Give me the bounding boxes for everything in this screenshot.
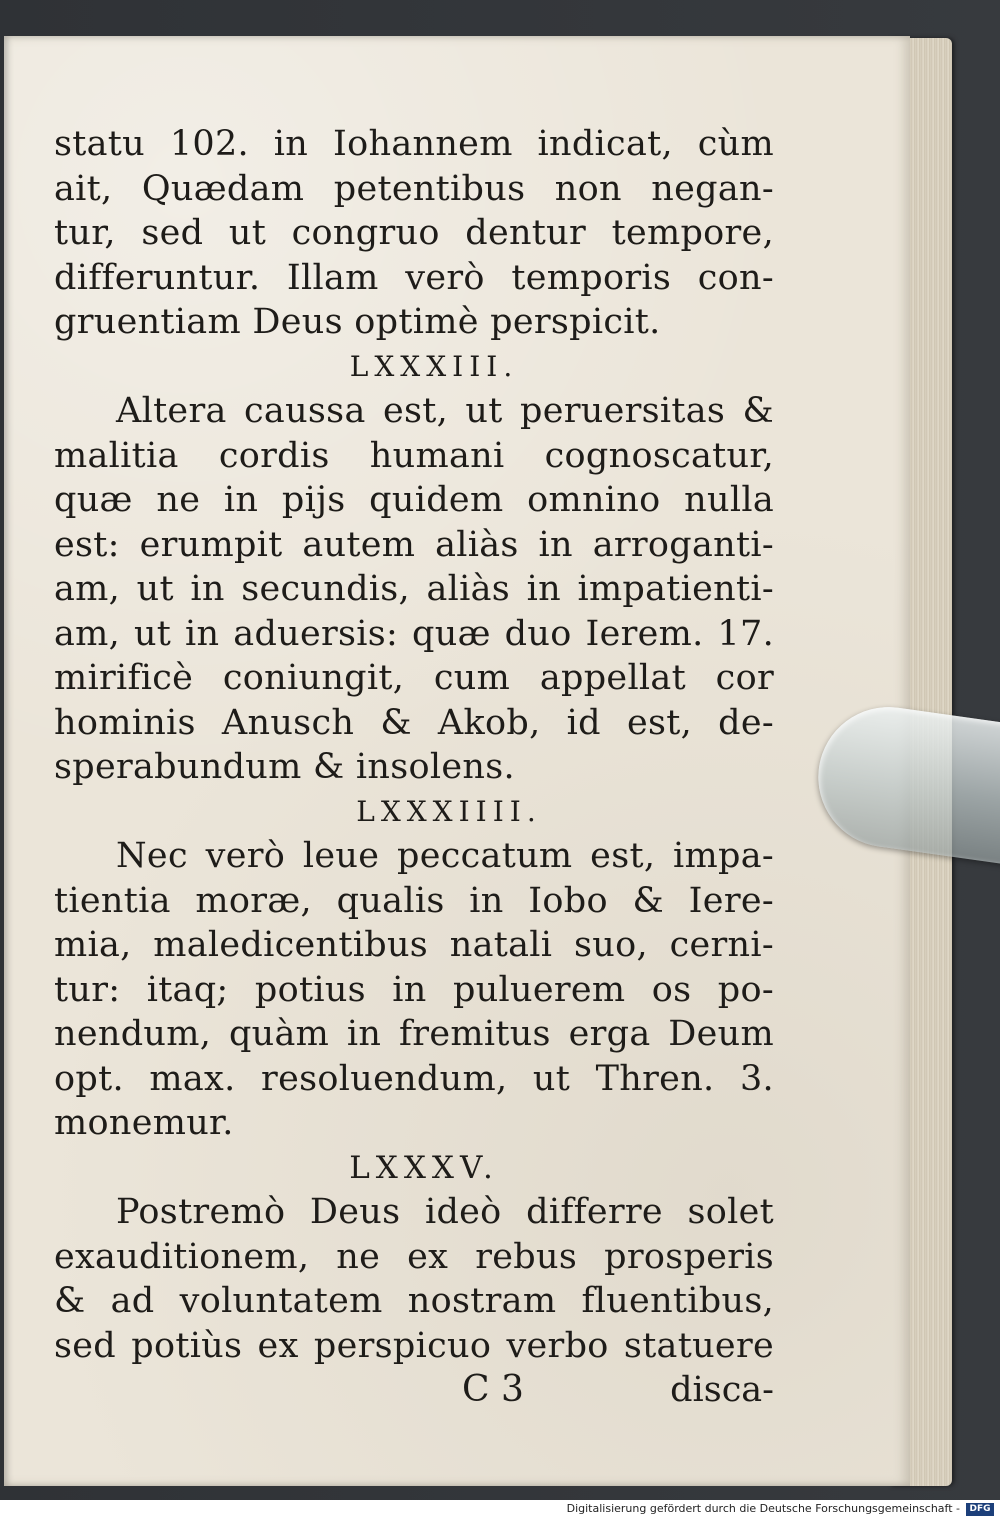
dfg-logo: DFG xyxy=(966,1503,994,1516)
text-line: mia, maledicentibus natali suo, cerni- xyxy=(54,925,774,965)
text-line: monemur. xyxy=(54,1103,234,1143)
text-line: differuntur. Illam verò temporis con- xyxy=(54,257,774,298)
text-line: quæ ne in pijs quidem omnino nulla xyxy=(54,480,774,520)
text-line: mirificè coniungit, cum appellat cor xyxy=(54,658,774,698)
text-line: am, ut in aduersis: quæ duo Ierem. 17. xyxy=(54,613,774,654)
text-line: nendum, quàm in fremitus erga Deum xyxy=(54,1014,774,1054)
text-line: opt. max. resoluendum, ut Thren. 3. xyxy=(54,1058,774,1099)
text-line: ait, Quædam petentibus non negan- xyxy=(54,168,774,209)
text-line: Nec verò leue peccatum est, impa- xyxy=(116,836,774,876)
credit-bar xyxy=(0,1500,1000,1519)
book-page xyxy=(4,36,910,1486)
text-line: gruentiam Deus optimè perspicit. xyxy=(54,302,661,342)
text-line: tur: itaq; potius in puluerem os po- xyxy=(54,969,774,1010)
text-line: & ad voluntatem nostram fluentibus, xyxy=(54,1281,774,1321)
text-line: sed potiùs ex perspicuo verbo statuere xyxy=(54,1325,774,1366)
text-line: Postremò Deus ideò differre solet xyxy=(116,1192,774,1232)
text-line: statu 102. in Iohannem indicat, cùm xyxy=(54,124,774,164)
section-heading: LXXXIII. xyxy=(349,349,519,383)
text-line: hominis Anusch & Akob, id est, de- xyxy=(54,702,774,743)
section-heading: LXXXIIII. xyxy=(356,794,542,828)
section-heading: LXXXV. xyxy=(349,1149,499,1186)
text-line: exauditionem, ne ex rebus prosperis xyxy=(54,1236,774,1277)
text-line: am, ut in secundis, aliàs in impatienti- xyxy=(54,569,774,609)
page-text xyxy=(54,122,774,1413)
catchword: disca- xyxy=(670,1370,774,1410)
signature-mark: C 3 xyxy=(462,1369,524,1410)
text-line: Altera caussa est, ut peruersitas & xyxy=(116,391,774,431)
text-line: tientia moræ, qualis in Iobo & Iere- xyxy=(54,880,774,921)
text-line: est: erumpit autem aliàs in arroganti- xyxy=(54,524,774,565)
text-line: sperabundum & insolens. xyxy=(54,747,515,787)
page-footer xyxy=(54,1368,774,1413)
text-line: malitia cordis humani cognoscatur, xyxy=(54,435,774,476)
text-line: tur, sed ut congruo dentur tempore, xyxy=(54,213,774,253)
credit-text: Digitalisierung gefördert durch die Deutsche Forschungsgemeinschaft - xyxy=(566,1502,960,1515)
